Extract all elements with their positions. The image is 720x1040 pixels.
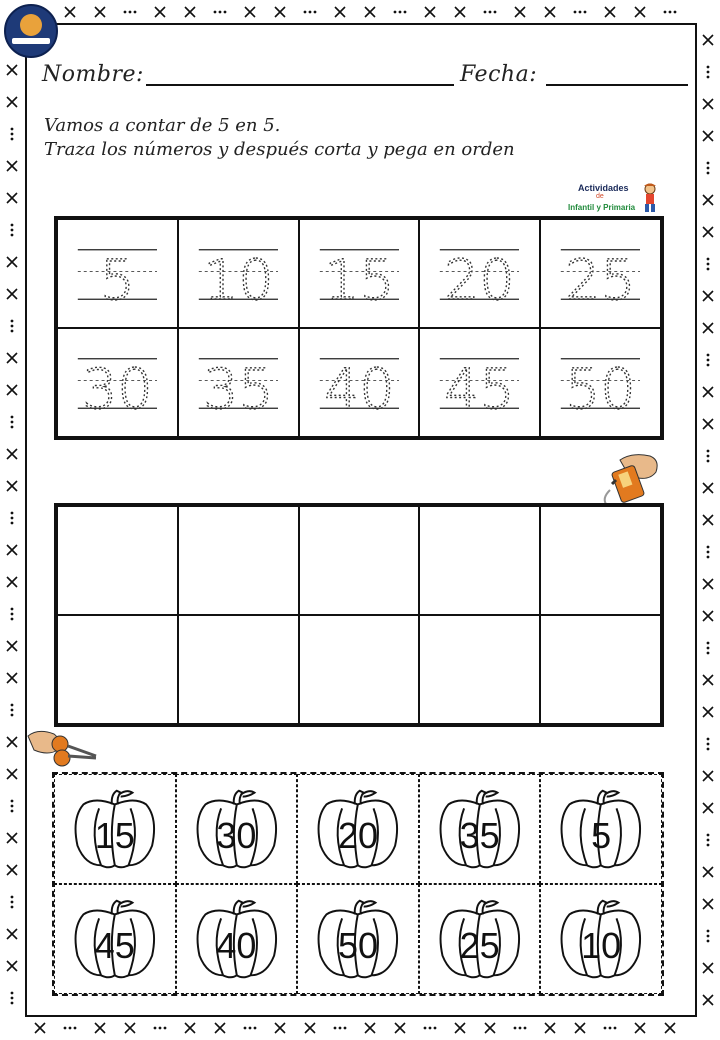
border-dot	[11, 704, 14, 707]
border-dot	[159, 1027, 162, 1030]
border-cross	[35, 1023, 45, 1033]
border-dot	[11, 416, 14, 419]
border-cross	[703, 483, 713, 493]
border-dot	[314, 11, 317, 14]
glue-bottle-hand-icon	[592, 450, 662, 506]
cutout-cell[interactable]	[419, 884, 541, 994]
border-cross	[703, 131, 713, 141]
border-cross	[125, 1023, 135, 1033]
trace-guide	[300, 329, 419, 436]
border-dot	[429, 1027, 432, 1030]
cutout-cell[interactable]	[176, 884, 298, 994]
border-cross	[515, 7, 525, 17]
border-dot	[707, 167, 710, 170]
border-dot	[707, 460, 710, 463]
cutout-grid	[52, 772, 664, 996]
border-cross	[7, 161, 17, 171]
pumpkin-number: 15	[94, 815, 135, 856]
border-dot	[707, 76, 710, 79]
pumpkin-number: 20	[337, 815, 379, 856]
border-dot	[11, 997, 14, 1000]
border-dot	[404, 11, 407, 14]
border-dot	[11, 330, 14, 333]
border-cross	[703, 803, 713, 813]
border-dot	[11, 613, 14, 616]
border-dot	[11, 709, 14, 712]
border-dot	[579, 11, 582, 14]
pumpkin-number: 35	[459, 815, 500, 856]
border-cross	[7, 257, 17, 267]
border-dot	[707, 748, 710, 751]
border-dot	[11, 992, 14, 995]
border-cross	[425, 7, 435, 17]
border-dot	[489, 11, 492, 14]
border-cross	[185, 7, 195, 17]
border-cross	[703, 419, 713, 429]
paste-cell[interactable]	[178, 506, 299, 615]
border-dot	[124, 11, 127, 14]
border-cross	[65, 7, 75, 17]
brand-line-2: de	[596, 193, 604, 200]
pumpkin-number: 45	[94, 925, 135, 966]
border-dot	[69, 1027, 72, 1030]
trace-cell	[57, 328, 178, 437]
border-cross	[275, 7, 285, 17]
cutout-cell[interactable]	[54, 774, 176, 884]
border-dot	[11, 618, 14, 621]
border-cross	[7, 353, 17, 363]
border-cross	[95, 7, 105, 17]
pumpkin-number: 10	[581, 925, 622, 966]
border-dot	[399, 11, 402, 14]
border-cross	[703, 35, 713, 45]
trace-number[interactable]: 20	[444, 249, 516, 314]
border-cross	[7, 385, 17, 395]
border-cross	[7, 641, 17, 651]
border-dot	[344, 1027, 347, 1030]
border-dot	[609, 1027, 612, 1030]
border-dot	[11, 906, 14, 909]
border-dot	[11, 608, 14, 611]
pumpkin-number: 50	[337, 925, 379, 966]
border-cross	[703, 707, 713, 717]
border-dot	[11, 224, 14, 227]
border-dot	[574, 11, 577, 14]
paste-cell[interactable]	[299, 506, 420, 615]
trace-number[interactable]: 5	[99, 249, 136, 314]
border-cross	[545, 1023, 555, 1033]
border-cross	[703, 195, 713, 205]
border-dot	[707, 71, 710, 74]
border-cross	[703, 291, 713, 301]
trace-cell	[540, 328, 661, 437]
border-dot	[11, 325, 14, 328]
scissors-hand-icon	[24, 726, 98, 774]
brand-logo	[566, 183, 666, 217]
border-dot	[707, 642, 710, 645]
trace-guide	[300, 220, 419, 327]
border-cross	[703, 99, 713, 109]
border-cross	[703, 611, 713, 621]
border-dot	[11, 522, 14, 525]
border-dot	[304, 11, 307, 14]
border-dot	[707, 546, 710, 549]
border-dot	[224, 11, 227, 14]
name-line[interactable]	[146, 84, 454, 86]
border-dot	[707, 263, 710, 266]
border-cross	[365, 1023, 375, 1033]
border-dot	[707, 935, 710, 938]
border-cross	[703, 771, 713, 781]
border-dot	[707, 839, 710, 842]
border-cross	[7, 673, 17, 683]
pumpkin-number: 5	[591, 815, 612, 856]
border-dot	[514, 1027, 517, 1030]
border-cross	[245, 7, 255, 17]
border-cross	[605, 7, 615, 17]
border-dot	[707, 66, 710, 69]
border-cross	[7, 545, 17, 555]
border-cross	[7, 289, 17, 299]
paste-cell[interactable]	[57, 615, 178, 724]
cutout-cell[interactable]	[540, 884, 662, 994]
border-dot	[707, 647, 710, 650]
trace-guide	[179, 329, 298, 436]
border-cross	[7, 65, 17, 75]
border-dot	[74, 1027, 77, 1030]
border-cross	[635, 1023, 645, 1033]
border-dot	[707, 172, 710, 175]
border-cross	[703, 963, 713, 973]
trace-cell	[57, 219, 178, 328]
border-cross	[545, 7, 555, 17]
pumpkin-number: 40	[216, 925, 257, 966]
border-cross	[703, 995, 713, 1005]
paste-cell[interactable]	[540, 506, 661, 615]
border-cross	[7, 929, 17, 939]
border-cross	[275, 1023, 285, 1033]
border-dot	[11, 896, 14, 899]
border-dot	[11, 320, 14, 323]
border-dot	[334, 1027, 337, 1030]
border-dot	[11, 133, 14, 136]
cutout-cell[interactable]	[419, 774, 541, 884]
trace-cell	[419, 219, 540, 328]
border-dot	[11, 421, 14, 424]
cutout-cell[interactable]	[54, 884, 176, 994]
cutout-cell[interactable]	[297, 774, 419, 884]
border-cross	[215, 1023, 225, 1033]
border-dot	[614, 1027, 617, 1030]
pumpkin-number: 25	[459, 925, 500, 966]
border-dot	[707, 354, 710, 357]
border-dot	[434, 1027, 437, 1030]
border-cross	[703, 323, 713, 333]
border-dot	[11, 138, 14, 141]
date-label: Fecha:	[460, 62, 538, 87]
border-cross	[703, 867, 713, 877]
border-dot	[254, 1027, 257, 1030]
trace-cell	[299, 219, 420, 328]
border-dot	[11, 229, 14, 232]
trace-number[interactable]: 40	[323, 358, 395, 423]
border-dot	[707, 743, 710, 746]
border-cross	[575, 1023, 585, 1033]
border-dot	[707, 834, 710, 837]
border-dot	[11, 714, 14, 717]
border-cross	[7, 577, 17, 587]
paste-cell[interactable]	[419, 506, 540, 615]
border-cross	[365, 7, 375, 17]
border-dot	[11, 128, 14, 131]
trace-guide	[420, 329, 539, 436]
brand-line-1: Actividades	[578, 183, 629, 193]
border-dot	[669, 11, 672, 14]
trace-number[interactable]: 50	[565, 358, 636, 423]
trace-cell	[419, 328, 540, 437]
paste-cell[interactable]	[299, 615, 420, 724]
border-dot	[339, 1027, 342, 1030]
border-dot	[129, 11, 132, 14]
border-dot	[519, 1027, 522, 1030]
border-dot	[11, 426, 14, 429]
border-cross	[665, 1023, 675, 1033]
border-cross	[703, 579, 713, 589]
trace-guide	[420, 220, 539, 327]
border-cross	[7, 961, 17, 971]
border-cross	[395, 1023, 405, 1033]
border-dot	[219, 11, 222, 14]
border-dot	[604, 1027, 607, 1030]
trace-guide	[541, 220, 660, 327]
border-cross	[7, 481, 17, 491]
border-cross	[95, 1023, 105, 1033]
border-dot	[134, 11, 137, 14]
border-dot	[11, 517, 14, 520]
paste-cell[interactable]	[419, 615, 540, 724]
border-dot	[707, 450, 710, 453]
border-dot	[524, 1027, 527, 1030]
paste-cell[interactable]	[57, 506, 178, 615]
border-cross	[703, 387, 713, 397]
border-cross	[703, 899, 713, 909]
border-cross	[7, 769, 17, 779]
border-dot	[584, 11, 587, 14]
trace-cell	[178, 219, 299, 328]
paste-grid	[54, 503, 664, 727]
trace-number[interactable]: 25	[565, 249, 636, 314]
border-dot	[707, 258, 710, 261]
border-cross	[703, 515, 713, 525]
instruction-line-1: Vamos a contar de 5 en 5.	[44, 115, 281, 136]
border-dot	[11, 800, 14, 803]
trace-cell	[540, 219, 661, 328]
border-dot	[244, 1027, 247, 1030]
border-cross	[155, 7, 165, 17]
border-dot	[707, 930, 710, 933]
border-dot	[707, 652, 710, 655]
border-dot	[484, 11, 487, 14]
border-dot	[164, 1027, 167, 1030]
trace-cell	[178, 328, 299, 437]
border-cross	[7, 449, 17, 459]
border-cross	[7, 193, 17, 203]
border-cross	[703, 675, 713, 685]
border-dot	[707, 268, 710, 271]
border-cross	[455, 7, 465, 17]
border-dot	[424, 1027, 427, 1030]
trace-guide	[58, 220, 177, 327]
border-dot	[707, 162, 710, 165]
trace-number[interactable]: 30	[82, 358, 153, 423]
trace-number[interactable]: 45	[444, 358, 516, 423]
border-dot	[674, 11, 677, 14]
border-dot	[11, 512, 14, 515]
border-cross	[455, 1023, 465, 1033]
name-label: Nombre:	[42, 62, 144, 87]
border-dot	[707, 556, 710, 559]
cutout-cell[interactable]	[176, 774, 298, 884]
border-cross	[305, 1023, 315, 1033]
cutout-cell[interactable]	[540, 774, 662, 884]
trace-number[interactable]: 35	[202, 358, 274, 423]
border-cross	[7, 865, 17, 875]
border-dot	[64, 1027, 67, 1030]
brand-line-3: Infantil y Primaria	[568, 203, 636, 212]
trace-number[interactable]: 10	[202, 249, 274, 314]
border-cross	[485, 1023, 495, 1033]
border-cross	[635, 7, 645, 17]
cutout-cell[interactable]	[297, 884, 419, 994]
border-cross	[703, 227, 713, 237]
trace-guide	[58, 329, 177, 436]
border-cross	[7, 737, 17, 747]
border-dot	[309, 11, 312, 14]
border-dot	[214, 11, 217, 14]
border-cross	[185, 1023, 195, 1033]
border-dot	[11, 810, 14, 813]
border-dot	[394, 11, 397, 14]
trace-guide	[179, 220, 298, 327]
border-dot	[707, 940, 710, 943]
kid-mascot-icon	[640, 183, 660, 213]
trace-grid	[54, 216, 664, 440]
trace-number[interactable]: 15	[323, 249, 395, 314]
border-dot	[11, 901, 14, 904]
border-dot	[154, 1027, 157, 1030]
border-dot	[11, 805, 14, 808]
border-dot	[707, 364, 710, 367]
border-dot	[11, 234, 14, 237]
border-dot	[707, 551, 710, 554]
paste-cell[interactable]	[540, 615, 661, 724]
instruction-line-2: Traza los números y después corta y pega en orden	[44, 139, 515, 160]
border-dot	[249, 1027, 252, 1030]
pumpkin-number: 30	[216, 815, 257, 856]
border-dot	[11, 1002, 14, 1005]
border-dot	[494, 11, 497, 14]
border-cross	[335, 7, 345, 17]
border-cross	[7, 833, 17, 843]
border-cross	[7, 97, 17, 107]
border-dot	[707, 455, 710, 458]
paste-cell[interactable]	[178, 615, 299, 724]
border-dot	[707, 844, 710, 847]
logo-badge-icon	[4, 4, 58, 58]
border-dot	[707, 738, 710, 741]
border-dot	[664, 11, 667, 14]
trace-guide	[541, 329, 660, 436]
date-line[interactable]	[546, 84, 688, 86]
trace-cell	[299, 328, 420, 437]
border-dot	[707, 359, 710, 362]
